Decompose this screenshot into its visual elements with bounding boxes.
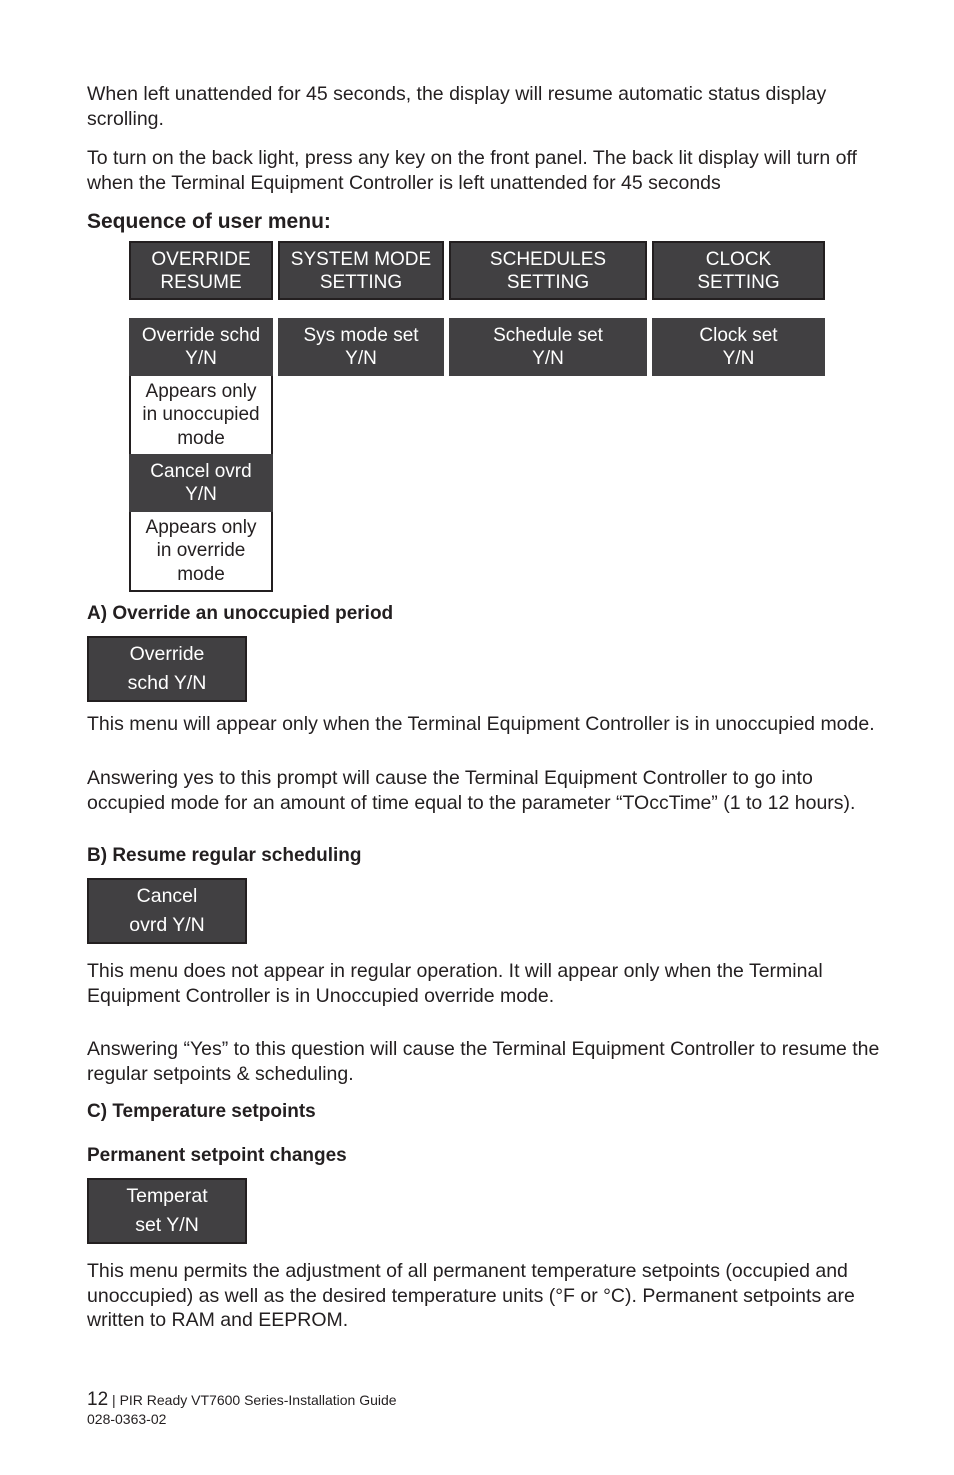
menu-label-line2: Y/N [185, 484, 217, 505]
menu-label-line1: Cancel ovrd [150, 461, 252, 482]
section-b-heading: B) Resume regular scheduling [87, 845, 362, 866]
menu-label-line1: Schedule set [493, 325, 603, 346]
sequence-heading: Sequence of user menu: [87, 210, 331, 233]
menu-schedules-setting [449, 241, 647, 300]
display-line2: ovrd Y/N [129, 914, 205, 936]
menu-clock-setting [652, 241, 825, 300]
note-unoccupied-mode [129, 376, 273, 454]
display-line1: Override [129, 643, 205, 665]
menu-cancel-ovrd [129, 454, 273, 512]
display-cancel-ovrd [87, 878, 247, 944]
menu-label-line1: OVERRIDE [151, 248, 251, 270]
menu-label-line2: Y/N [345, 348, 377, 369]
note-line1: Appears only [145, 380, 257, 402]
note-line1: Appears only [145, 516, 257, 538]
menu-label-line2: Y/N [532, 348, 564, 369]
section-b-paragraph-2: Answering “Yes” to this question will cause the Terminal Equipment Controller to resume the regular setpoints & scheduling. [87, 1038, 880, 1085]
section-a-heading: A) Override an unoccupied period [87, 603, 394, 624]
footer-separator: | [108, 1392, 120, 1408]
menu-label-line1: Sys mode set [303, 325, 419, 346]
section-a-paragraph-1: This menu will appear only when the Terminal Equipment Controller is in unoccupied mode. [87, 713, 875, 735]
menu-label-line2: SETTING [319, 271, 403, 293]
menu-label-line2: RESUME [160, 271, 242, 293]
menu-label-line2: Y/N [722, 348, 755, 369]
section-c-subheading: Permanent setpoint changes [87, 1145, 347, 1166]
menu-label-line2: SETTING [506, 271, 590, 293]
menu-label-line2: Y/N [185, 348, 217, 369]
note-line3: mode [177, 563, 225, 585]
display-line2: schd Y/N [127, 672, 207, 694]
section-c-heading: C) Temperature setpoints [87, 1101, 316, 1122]
section-a-paragraph-2: Answering yes to this prompt will cause the Terminal Equipment Controller to go into occupied mode for an amount of time equal to the parameter “TOccTime” (1 to 12 hours). [87, 767, 856, 814]
menu-label-line1: SYSTEM MODE [290, 248, 432, 270]
menu-system-mode-setting [278, 241, 444, 300]
menu-label-line1: SCHEDULES [489, 248, 607, 270]
document-code: 028-0363-02 [87, 1411, 167, 1427]
menu-label-line1: Clock set [699, 325, 778, 346]
menu-label-line2: SETTING [697, 271, 780, 293]
display-line1: Temperat [126, 1185, 208, 1207]
note-line2: in override [156, 540, 246, 562]
display-line2: set Y/N [135, 1214, 199, 1236]
note-override-mode [129, 512, 273, 592]
section-c-paragraph-1: This menu permits the adjustment of all permanent temperature setpoints (occupied and unoccupied) as well as the desired temperature units (°F or °C). Permanent setpoints are written to RAM and EEPROM. [87, 1260, 855, 1331]
menu-override-resume [129, 241, 273, 300]
display-line1: Cancel [136, 885, 198, 907]
intro-paragraph-1: When left unattended for 45 seconds, the display will resume automatic status display scrolling. [87, 83, 827, 130]
page-footer [87, 1389, 397, 1411]
menu-label-line1: Override schd [141, 325, 261, 346]
display-override-schd [87, 636, 247, 702]
menu-label-line1: CLOCK [705, 248, 772, 270]
intro-paragraph-2: To turn on the back light, press any key on the front panel. The back lit display will turn off when the Terminal Equipment Controller is left unattended for 45 seconds [87, 147, 857, 194]
menu-override-schd [129, 318, 273, 376]
page-number: 12 [87, 1389, 109, 1410]
display-temperat-set [87, 1178, 247, 1244]
note-line2: in unoccupied [142, 404, 260, 426]
section-b-paragraph-1: This menu does not appear in regular operation. It will appear only when the Terminal Equipment Controller is in Unoccupied override mode. [87, 960, 823, 1007]
footer-title: PIR Ready VT7600 Series-Installation Guide [119, 1392, 397, 1408]
menu-sys-mode-set [278, 318, 444, 376]
menu-schedule-set [449, 318, 647, 376]
menu-clock-set [652, 318, 825, 376]
note-line3: mode [177, 427, 225, 449]
